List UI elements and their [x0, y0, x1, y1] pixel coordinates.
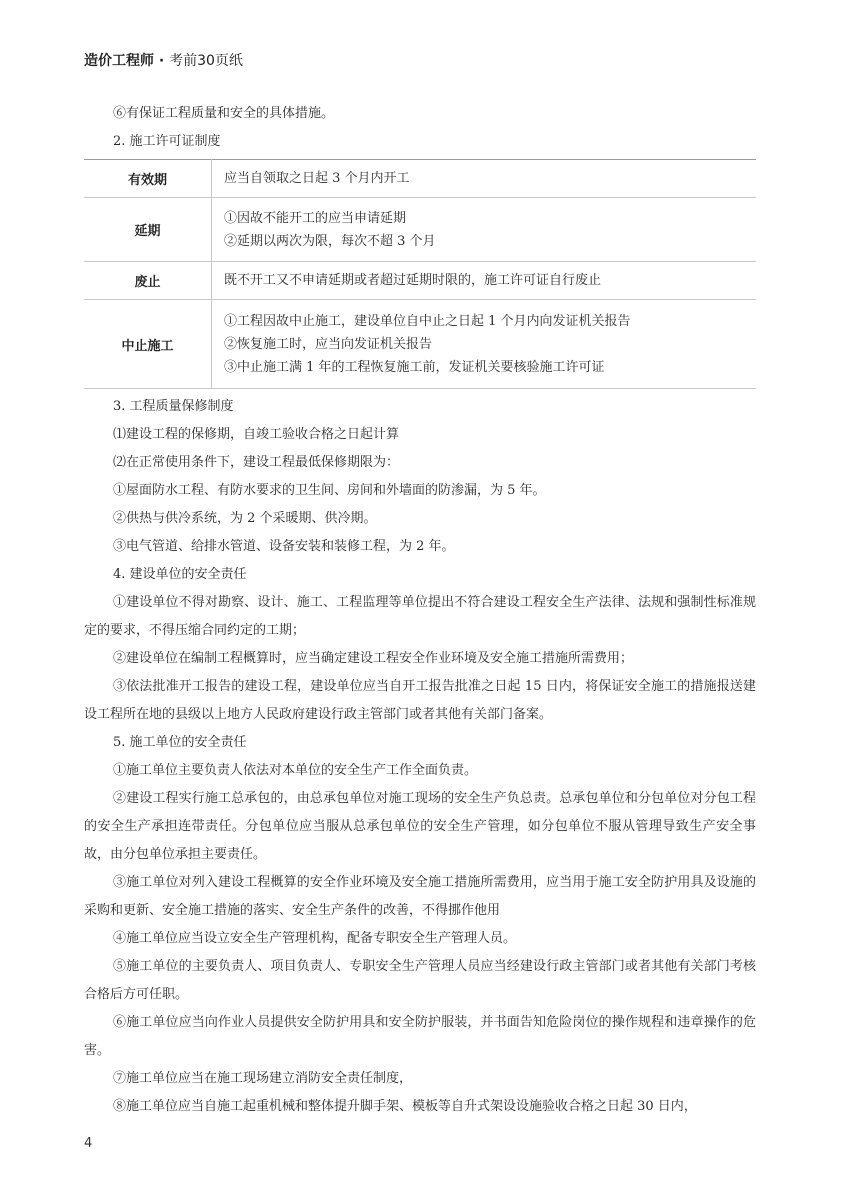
row-key: 延期	[84, 198, 212, 262]
paragraph: ②建设工程实行施工总承包的，由总承包单位对施工现场的安全生产负总责。总承包单位和分包单位对分包工程的安全生产承担连带责任。分包单位应当服从总承包单位的安全生产管理，如分包单位不服从管理导致生产安全事故，由分包单位承担主要责任。	[84, 791, 756, 862]
page-content	[84, 100, 756, 1121]
section-2-title: 2. 施工许可证制度	[113, 134, 221, 149]
paragraph: ⑥施工单位应当向作业人员提供安全防护用具和安全防护服装，并书面告知危险岗位的操作规程和违章操作的危害。	[84, 1015, 756, 1058]
header-title: 造价工程师	[84, 53, 154, 69]
row-key: 废止	[84, 262, 212, 300]
header-subtitle: 考前30页纸	[169, 53, 243, 69]
row-line: ①因故不能开工的应当申请延期	[224, 210, 407, 226]
section-4-title: 4. 建设单位的安全责任	[113, 567, 247, 582]
section-3-title: 3. 工程质量保修制度	[113, 399, 234, 414]
row-line: ②恢复施工时，应当向发证机关报告	[224, 336, 433, 352]
row-key: 中止施工	[84, 300, 212, 389]
paragraph: ③施工单位对列入建设工程概算的安全作业环境及安全施工措施所需费用，应当用于施工安全防护用具及设施的采购和更新、安全施工措施的落实、安全生产条件的改善，不得挪作他用	[84, 875, 756, 918]
intro-item: ⑥有保证工程质量和安全的具体措施。	[113, 106, 335, 121]
paragraph: ⑤施工单位的主要负责人、项目负责人、专职安全生产管理人员应当经建设行政主管部门或者其他有关部门考核合格后方可任职。	[84, 959, 756, 1002]
header-separator: ·	[158, 53, 165, 69]
row-value	[212, 300, 757, 389]
table-row	[84, 300, 756, 389]
paragraph: ⑵在正常使用条件下，建设工程最低保修期限为：	[113, 455, 400, 470]
row-line: ②延期以两次为限，每次不超 3 个月	[224, 233, 436, 249]
row-value	[212, 198, 757, 262]
paragraph: ②建设单位在编制工程概算时，应当确定建设工程安全作业环境及安全施工措施所需费用；	[113, 651, 634, 666]
row-key: 有效期	[84, 160, 212, 198]
paragraph: ③电气管道、给排水管道、设备安装和装修工程，为 2 年。	[113, 539, 455, 554]
row-line: ③中止施工满 1 年的工程恢复施工前，发证机关要核验施工许可证	[224, 359, 605, 375]
paragraph: ⑦施工单位应当在施工现场建立消防安全责任制度，	[113, 1071, 413, 1086]
row-line: 应当自领取之日起 3 个月内开工	[224, 171, 410, 186]
paragraph: ②供热与供冷系统，为 2 个采暖期、供冷期。	[113, 511, 377, 526]
section-5-title: 5. 施工单位的安全责任	[113, 735, 247, 750]
paragraph: ①施工单位主要负责人依法对本单位的安全生产工作全面负责。	[113, 763, 478, 778]
page-header	[84, 50, 243, 70]
paragraph: ①建设单位不得对勘察、设计、施工、工程监理等单位提出不符合建设工程安全生产法律、法规和强制性标准规定的要求，不得压缩合同约定的工期；	[84, 595, 756, 638]
paragraph: ④施工单位应当设立安全生产管理机构，配备专职安全生产管理人员。	[113, 931, 517, 946]
row-value	[212, 262, 757, 300]
row-value	[212, 160, 757, 198]
row-line: ①工程因故中止施工，建设单位自中止之日起 1 个月内向发证机关报告	[224, 313, 631, 329]
table-row	[84, 262, 756, 300]
paragraph: ⑧施工单位应当自施工起重机械和整体提升脚手架、模板等自升式架设设施验收合格之日起 30 日内，	[113, 1099, 697, 1114]
table-row	[84, 160, 756, 198]
permit-table	[84, 159, 756, 389]
row-line: 既不开工又不申请延期或者超过延期时限的，施工许可证自行废止	[224, 273, 602, 288]
table-row	[84, 198, 756, 262]
paragraph: ①屋面防水工程、有防水要求的卫生间、房间和外墙面的防渗漏，为 5 年。	[113, 483, 546, 498]
page-number: 4	[84, 1136, 93, 1151]
paragraph: ⑴建设工程的保修期，自竣工验收合格之日起计算	[113, 427, 400, 442]
paragraph: ③依法批准开工报告的建设工程，建设单位应当自开工报告批准之日起 15 日内，将保证安全施工的措施报送建设工程所在地的县级以上地方人民政府建设行政主管部门或者其他有关部门备案。	[84, 679, 756, 722]
